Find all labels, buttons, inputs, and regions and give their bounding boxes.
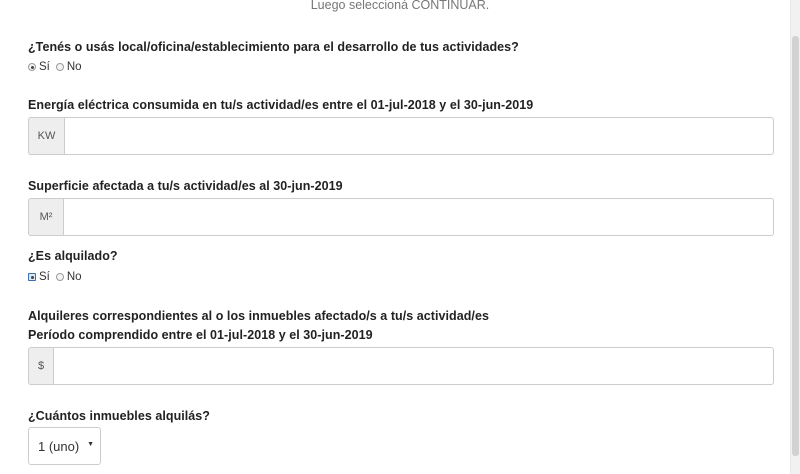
radio-yes-is-rented[interactable] [28,273,36,281]
instruction-text: Luego seleccioná CONTINUAR. [310,0,490,12]
label-surface: Superficie afectada a tu/s actividad/es al 30-jun-2019 [28,179,343,193]
label-rent: Alquileres correspondientes al o los inmuebles afectado/s a tu/s actividad/es [28,309,489,323]
rent-input-group [28,347,774,385]
energy-unit-addon: KW [28,117,64,155]
radio-no-label[interactable]: No [66,61,82,73]
radio-group-is-rented [28,271,88,283]
energy-input[interactable] [64,117,774,155]
radio-yes-label[interactable]: Sí [39,271,50,283]
energy-input-group [28,117,774,155]
question-is-rented: ¿Es alquilado? [28,249,118,263]
label-rent-period: Período comprendido entre el 01-jul-2018 y el 30-jun-2019 [28,328,373,342]
radio-no-has-premises[interactable] [56,63,64,71]
radio-no-is-rented[interactable] [56,273,64,281]
rent-unit-addon: $ [28,347,53,385]
surface-input[interactable] [63,198,774,236]
question-rented-properties: ¿Cuántos inmuebles alquilás? [28,409,210,423]
vertical-scrollbar[interactable] [790,0,800,474]
radio-yes-label[interactable]: Sí [39,61,50,73]
surface-input-group [28,198,774,236]
chevron-down-icon: ▼ [87,441,94,448]
question-has-premises: ¿Tenés o usás local/oficina/establecimiento para el desarrollo de tus actividades? [28,40,519,54]
scrollbar-thumb[interactable] [792,36,799,456]
surface-unit-addon: M² [28,198,63,236]
radio-no-label[interactable]: No [66,271,82,283]
radio-group-has-premises [28,61,88,73]
rented-properties-select[interactable] [28,427,101,465]
label-energy-consumed: Energía eléctrica consumida en tu/s actividad/es entre el 01-jul-2018 y el 30-jun-2019 [28,98,534,112]
radio-yes-has-premises[interactable] [28,63,36,71]
select-value: 1 (uno) [38,438,80,454]
rent-input[interactable] [53,347,774,385]
